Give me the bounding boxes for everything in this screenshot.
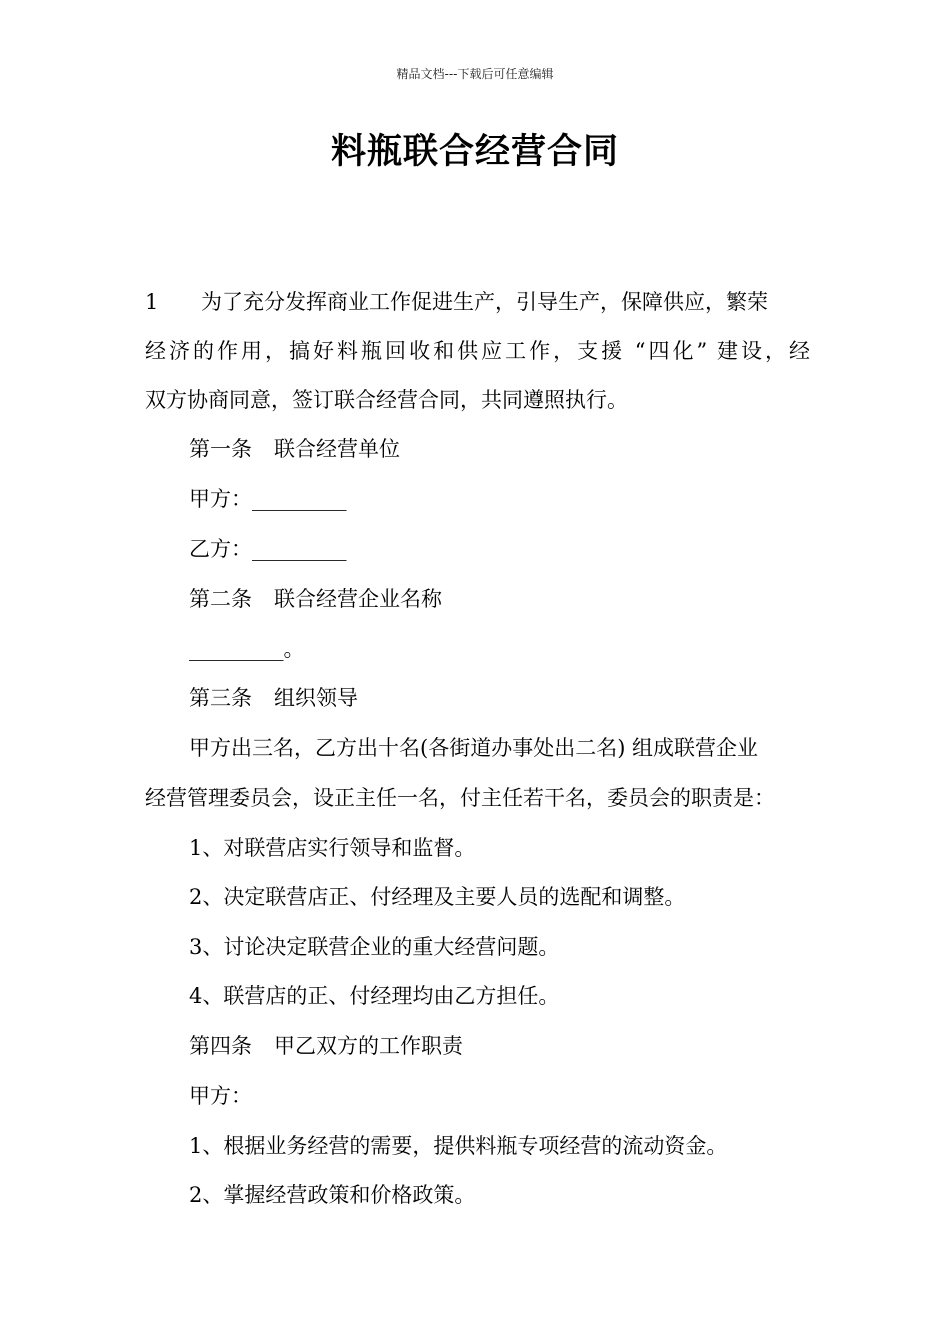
- article-3-heading: [189, 683, 854, 713]
- article-4-item: 2、掌握经营政策和价格政策。: [189, 1183, 476, 1207]
- article-3-title: 组织领导: [274, 686, 358, 710]
- party-b-field: 乙方：_________: [189, 537, 347, 561]
- page-header-note: 精品文档---下载后可任意编辑: [396, 67, 554, 81]
- enterprise-name-field: _________。: [189, 637, 305, 661]
- article-4-party-a-label: 甲方：: [189, 1084, 252, 1108]
- article-2-title: 联合经营企业名称: [274, 587, 442, 611]
- intro-number: 1: [145, 290, 159, 314]
- article-3-paragraph-line-1: 甲方出三名，乙方出十名(各街道办事处出二名) 组成联营企业: [189, 736, 759, 760]
- article-3-paragraph-line-2: 经营管理委员会，设正主任一名，付主任若干名，委员会的职责是：: [145, 786, 775, 810]
- intro-line-2: 经济的作用，搞好料瓶回收和供应工作，支援 “四化” 建设，经: [145, 339, 810, 363]
- article-2-number: 第二条: [189, 587, 252, 611]
- article-1-title: 联合经营单位: [274, 437, 400, 461]
- intro-text-1: 为了充分发挥商业工作促进生产，引导生产，保障供应，繁荣: [201, 290, 768, 314]
- article-1-heading: [189, 434, 854, 464]
- article-4-title: 甲乙双方的工作职责: [274, 1034, 463, 1058]
- article-4-heading: [189, 1031, 854, 1061]
- article-1-number: 第一条: [189, 437, 252, 461]
- article-3-item: 3、讨论决定联营企业的重大经营问题。: [189, 935, 560, 959]
- article-3-number: 第三条: [189, 686, 252, 710]
- intro-line-3: 双方协商同意，签订联合经营合同，共同遵照执行。: [145, 388, 628, 412]
- article-4-number: 第四条: [189, 1034, 252, 1058]
- article-3-item: 2、决定联营店正、付经理及主要人员的选配和调整。: [189, 885, 686, 909]
- intro-line-1: [145, 287, 810, 317]
- article-3-item: 1、对联营店实行领导和监督。: [189, 836, 476, 860]
- article-4-item: 1、根据业务经营的需要，提供料瓶专项经营的流动资金。: [189, 1134, 728, 1158]
- article-2-heading: [189, 584, 854, 614]
- document-title: 料瓶联合经营合同: [330, 132, 619, 172]
- party-a-field: 甲方：_________: [189, 487, 347, 511]
- article-3-item: 4、联营店的正、付经理均由乙方担任。: [189, 984, 560, 1008]
